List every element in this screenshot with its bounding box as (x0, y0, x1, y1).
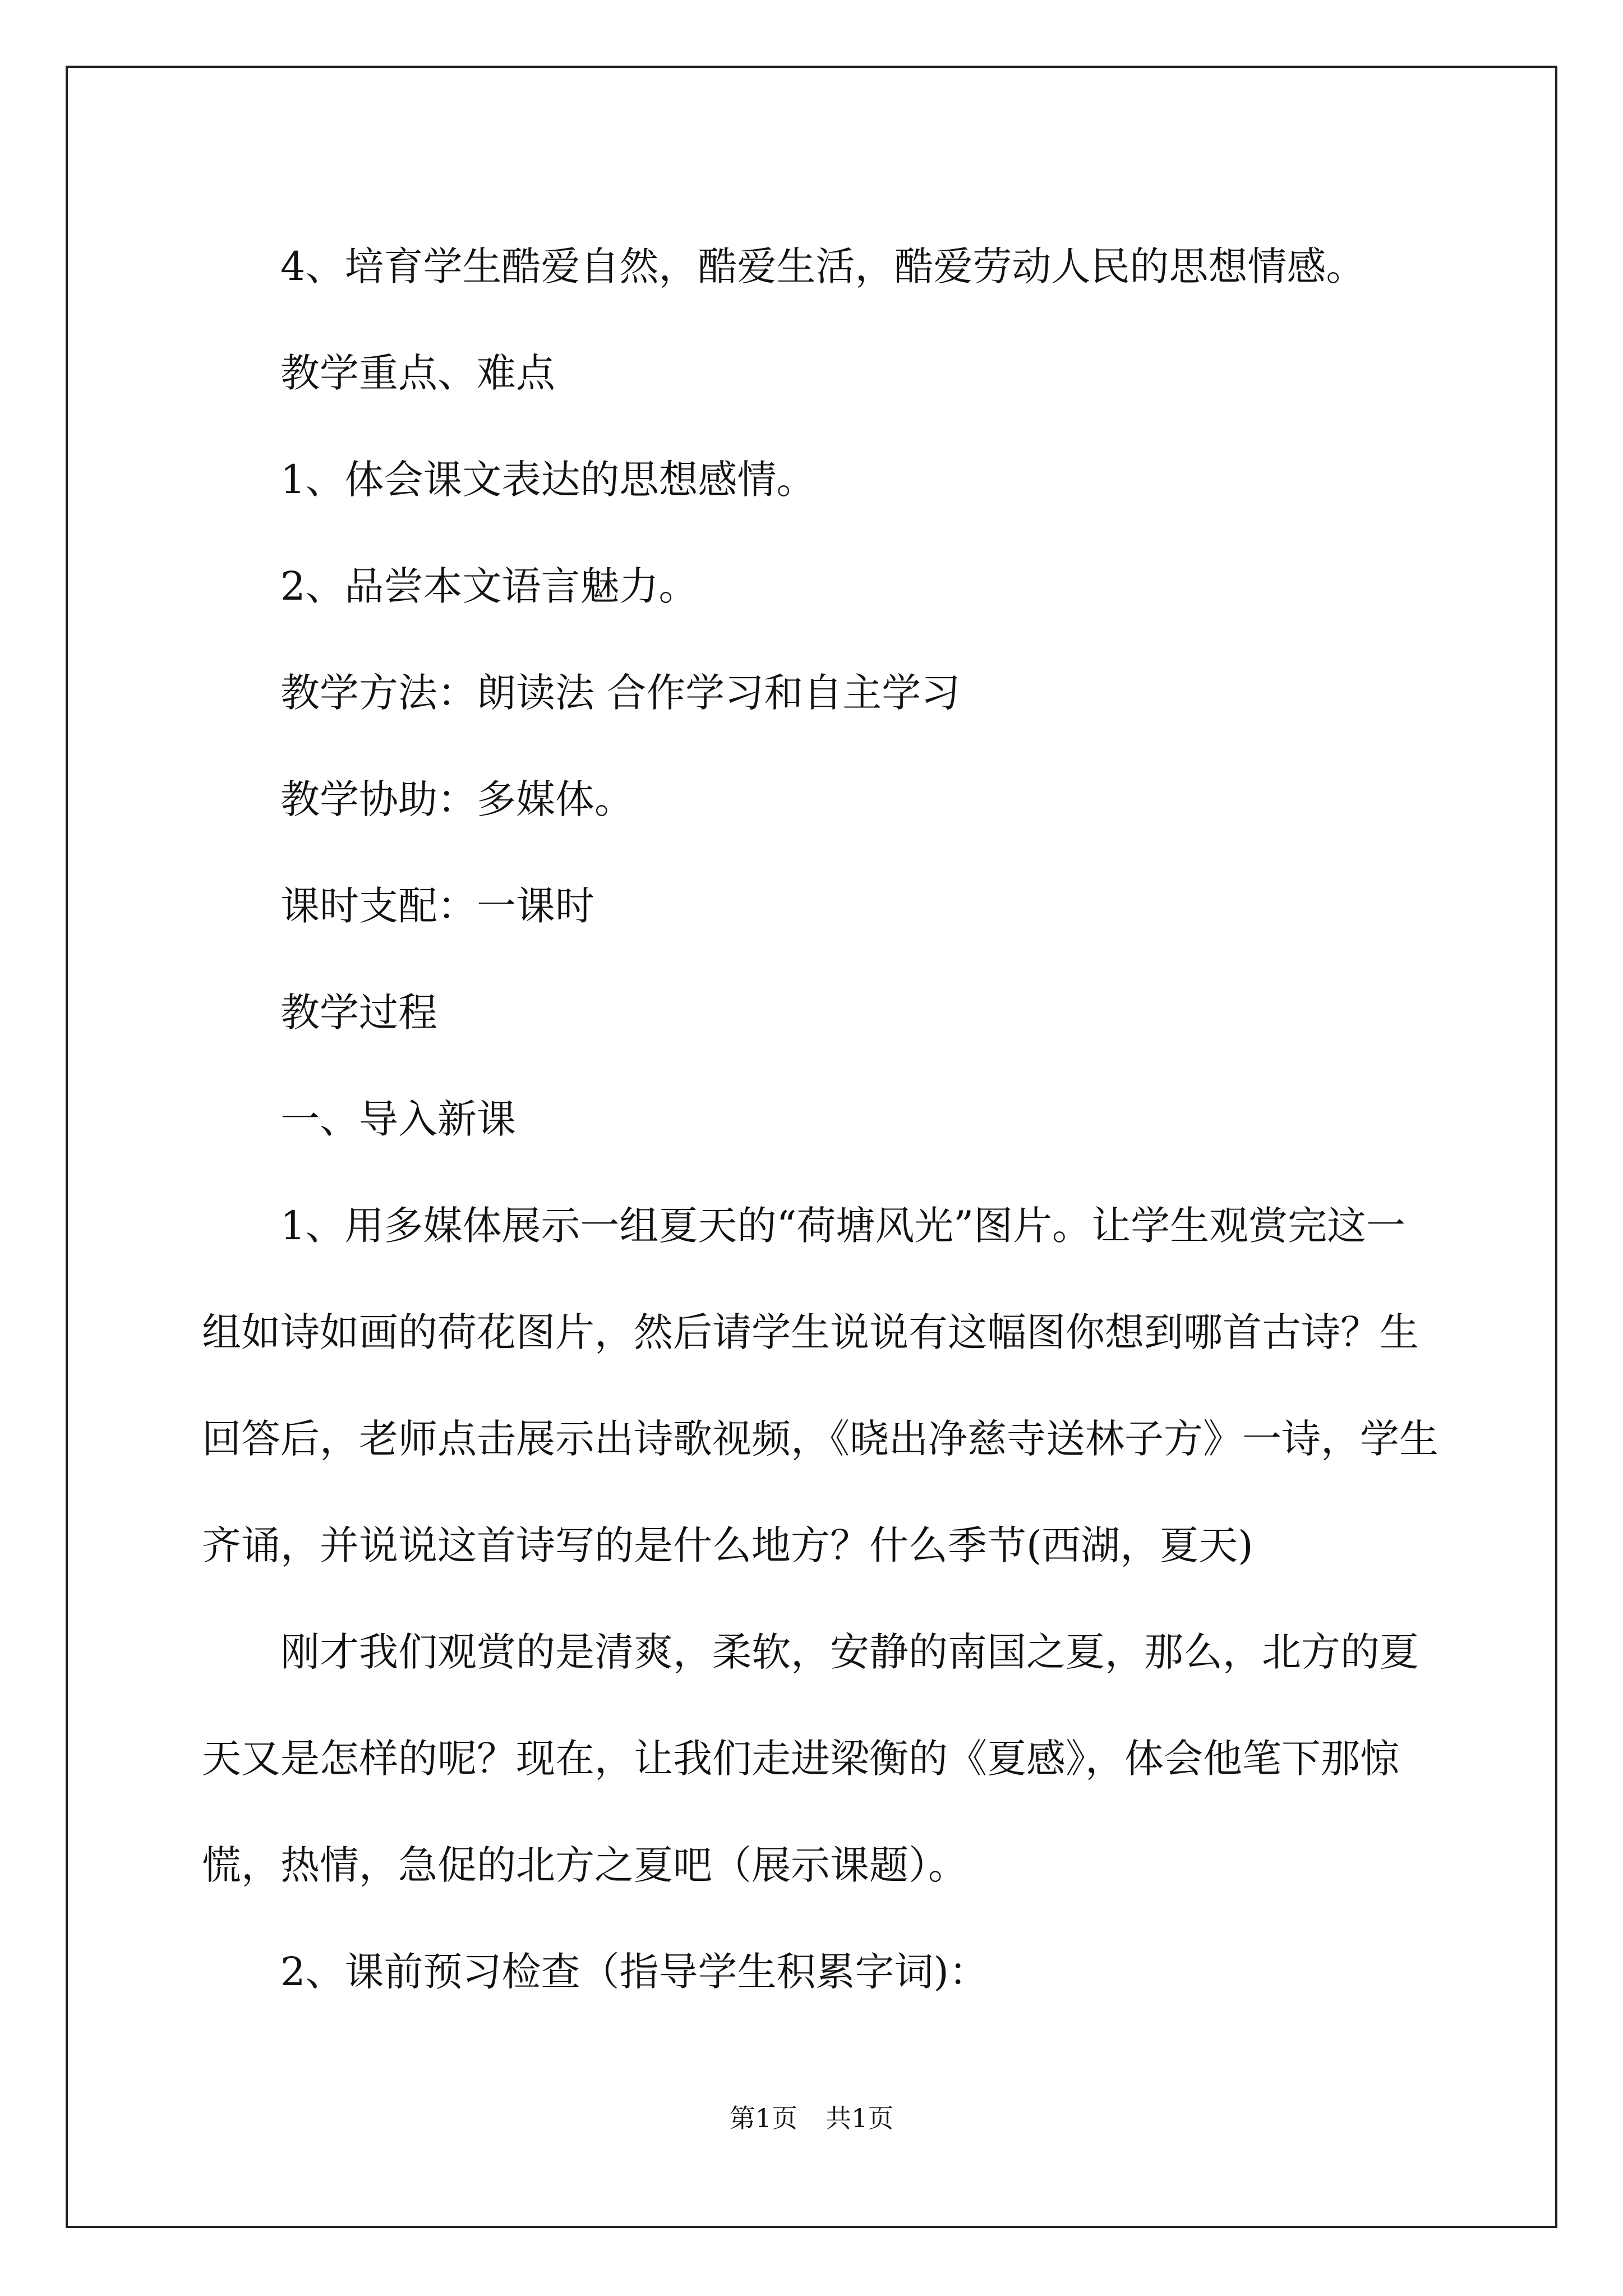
page-total: 共1页 (826, 2103, 894, 2133)
heading-key-points: 教学重点、难点 (280, 350, 555, 396)
page-footer (0, 2098, 1623, 2135)
paragraph-key-point-1: 1、体会课文表达的思想感情。 (280, 457, 816, 503)
paragraph-intro-step-2: 2、课前预习检查（指导学生积累字词)： (280, 1949, 988, 1995)
page-number: 第1页 (729, 2103, 797, 2133)
paragraph-goal-4: 4、培育学生酷爱自然，酷爱生活，酷爱劳动人民的思想情感。 (280, 243, 1366, 289)
paragraph-intro-transition: 刚才我们观赏的是清爽，柔软，安静的南国之夏，那么，北方的夏天又是怎样的呢？现在，让我们走进梁衡的《夏感》，体会他笔下那惊慌，热情，急促的北方之夏吧（展示课题）。 (202, 1629, 1419, 1888)
paragraph-intro-step-1: 1、用多媒体展示一组夏天的“荷塘风光”图片。让学生观赏完这一组如诗如画的荷花图片，然后请学生说说有这幅图你想到哪首古诗？生回答后，老师点击展示出诗歌视频，《晓出净慈寺送林子方》一诗，学生齐诵，并说说这首诗写的是什么地方？什么季节(西湖，夏天) (202, 1203, 1438, 1568)
heading-introduction: 一、导入新课 (280, 1096, 516, 1142)
paragraph-key-point-2: 2、品尝本文语言魅力。 (280, 563, 698, 609)
paragraph-class-time: 课时支配：一课时 (280, 883, 594, 929)
paragraph-teaching-aid: 教学协助：多媒体。 (280, 776, 634, 822)
document-body (202, 213, 1441, 2025)
paragraph-teaching-method: 教学方法：朗读法 合作学习和自主学习 (280, 670, 961, 716)
heading-teaching-process: 教学过程 (280, 990, 437, 1036)
